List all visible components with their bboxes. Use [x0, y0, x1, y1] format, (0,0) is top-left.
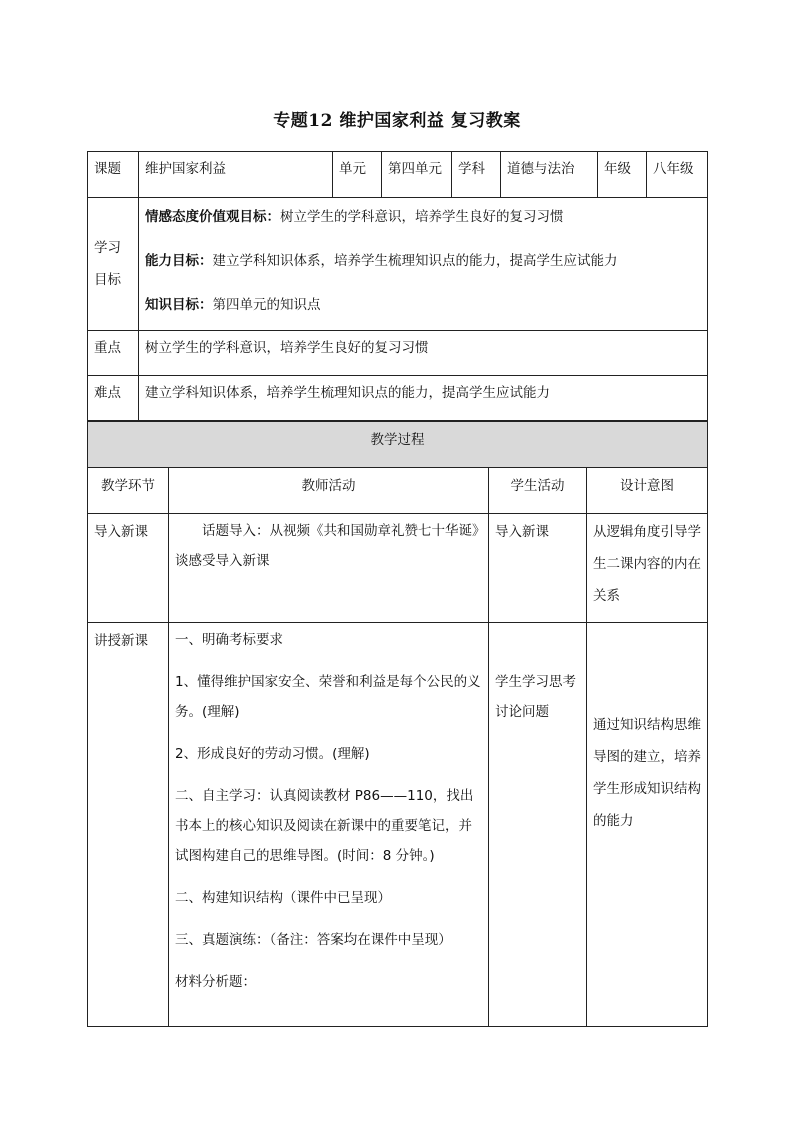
- goal-text: 树立学生的学科意识，培养学生良好的复习习惯: [280, 209, 564, 225]
- goal-item: [145, 293, 701, 317]
- unit-value: 第四单元: [382, 152, 452, 198]
- teacher-line: 2、形成良好的劳动习惯。(理解): [175, 746, 370, 762]
- col-stage: 教学环节: [88, 468, 169, 514]
- unit-label: 单元: [333, 152, 382, 198]
- goals-row: [88, 198, 708, 331]
- difficulty-label: 难点: [88, 376, 139, 421]
- teacher-line: 材料分析题：: [175, 974, 256, 990]
- intent-cell: 通过知识结构思维导图的建立，培养学生形成知识结构的能力: [587, 623, 708, 1027]
- student-cell: 学生学习思考讨论问题: [489, 623, 587, 1027]
- teacher-line: 二、构建知识结构（课件中已呈现）: [175, 890, 391, 906]
- process-header: 教学过程: [88, 422, 708, 468]
- table-row: [88, 514, 708, 623]
- goals-label-line2: 目标: [94, 272, 121, 288]
- goal-item: [145, 205, 701, 249]
- goal-text: 第四单元的知识点: [212, 297, 321, 313]
- goals-content: [139, 198, 708, 331]
- key-point-text: 树立学生的学科意识，培养学生良好的复习习惯: [139, 331, 708, 376]
- teacher-line: 三、真题演练：（备注：答案均在课件中呈现）: [175, 932, 452, 948]
- goal-head: 知识目标：: [145, 297, 213, 313]
- col-intent: 设计意图: [587, 468, 708, 514]
- teacher-line: 二、自主学习：认真阅读教材 P86——110，找出书本上的核心知识及阅读在新课中的重要笔记，并试图构建自己的思维导图。(时间：8 分钟。): [175, 788, 474, 864]
- difficulty-row: [88, 376, 708, 421]
- course-label: 课题: [88, 152, 139, 198]
- subject-value: 道德与法治: [501, 152, 598, 198]
- goals-label-line1: 学习: [94, 240, 121, 256]
- goal-head: 能力目标：: [145, 253, 213, 269]
- goal-text: 建立学科知识体系，培养学生梳理知识点的能力，提高学生应试能力: [212, 253, 618, 269]
- teacher-cell: [169, 623, 489, 1027]
- stage-cell: 讲授新课: [88, 623, 169, 1027]
- process-table: [87, 421, 708, 1027]
- teacher-line: 1、懂得维护国家安全、荣誉和利益是每个公民的义务。(理解): [175, 674, 481, 720]
- student-cell: 导入新课: [489, 514, 587, 623]
- subject-label: 学科: [452, 152, 501, 198]
- intent-cell: 从逻辑角度引导学生二课内容的内在关系: [587, 514, 708, 623]
- page-title: 专题12 维护国家利益 复习教案: [273, 111, 521, 131]
- grade-value: 八年级: [647, 152, 708, 198]
- difficulty-text: 建立学科知识体系，培养学生梳理知识点的能力，提高学生应试能力: [139, 376, 708, 421]
- table-row: [88, 623, 708, 1027]
- teacher-line: 一、明确考标要求: [175, 632, 283, 648]
- col-student: 学生活动: [489, 468, 587, 514]
- goals-label: [88, 198, 139, 331]
- key-point-row: [88, 331, 708, 376]
- col-teacher: 教师活动: [169, 468, 489, 514]
- lesson-info-table: [87, 151, 708, 421]
- info-row: [88, 152, 708, 198]
- stage-cell: 导入新课: [88, 514, 169, 623]
- grade-label: 年级: [598, 152, 647, 198]
- course-value: 维护国家利益: [139, 152, 333, 198]
- process-header-row: [88, 422, 708, 468]
- process-columns-row: [88, 468, 708, 514]
- key-point-label: 重点: [88, 331, 139, 376]
- teacher-cell: 话题导入：从视频《共和国勋章礼赞七十华诞》谈感受导入新课: [169, 514, 489, 623]
- goal-head: 情感态度价值观目标：: [145, 209, 280, 225]
- goal-item: [145, 249, 701, 293]
